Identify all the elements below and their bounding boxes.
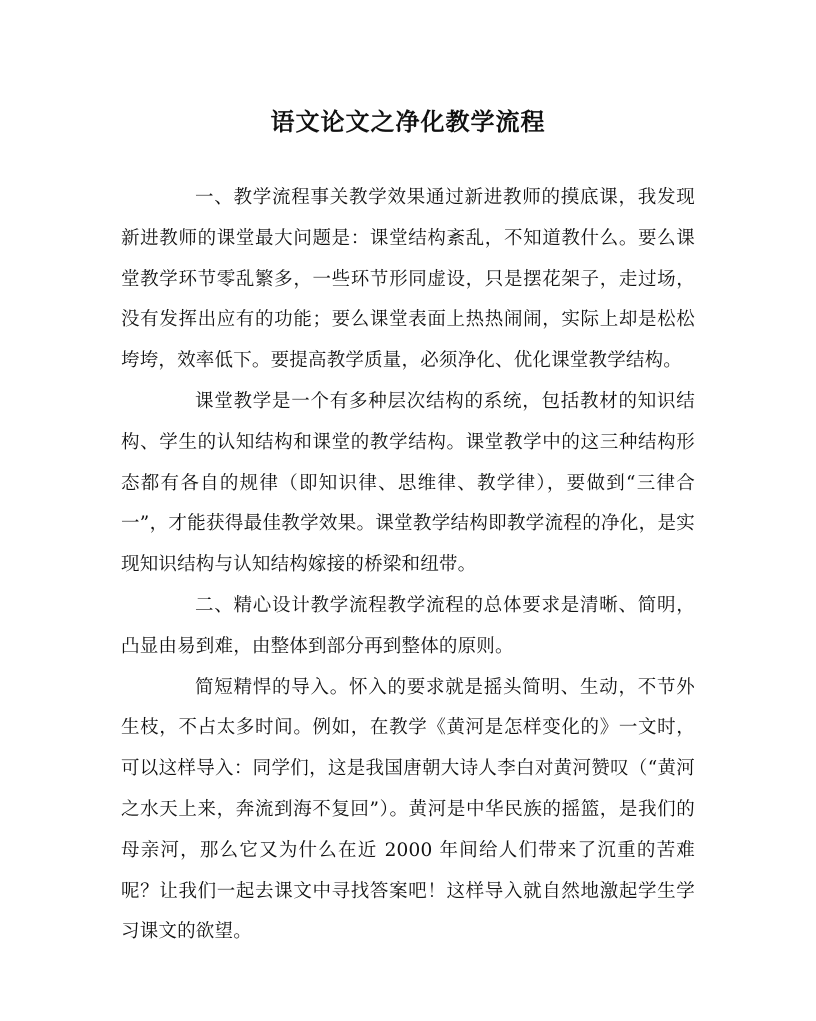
paragraph-4: 简短精悍的导入。怀入的要求就是摇头简明、生动，不节外生枝，不占太多时间。例如，在教学《黄河是怎样变化的》一文时，可以这样导入：同学们，这是我国唐朝大诗人李白对黄河赞叹（“黄河之水天上来，奔流到海不复回”）。黄河是中华民族的摇篮，是我们的母亲河，那么它又为什么在近 2000 年间给人们带来了沉重的苦难呢？让我们一起去课文中寻找答案吧！这样导入就自然地激起学生学习课文的欲望。: [121, 676, 695, 943]
document-body: [121, 178, 695, 953]
paragraph-3: 二、精心设计教学流程教学流程的总体要求是清晰、简明，凸显由易到难，由整体到部分再到整体的原则。: [121, 594, 695, 657]
paragraph-1: 一、教学流程事关教学效果通过新进教师的摸底课，我发现新进教师的课堂最大问题是：课堂结构紊乱，不知道教什么。要么课堂教学环节零乱繁多，一些环节形同虚设，只是摆花架子，走过场，没有发挥出应有的功能；要么课堂表面上热热闹闹，实际上却是松松垮垮，效率低下。要提高教学质量，必须净化、优化课堂教学结构。: [121, 187, 695, 372]
paragraph-2: 课堂教学是一个有多种层次结构的系统，包括教材的知识结构、学生的认知结构和课堂的教学结构。课堂教学中的这三种结构形态都有各自的规律（即知识律、思维律、教学律），要做到“三律合一”，才能获得最佳教学效果。课堂教学结构即教学流程的净化，是实现知识结构与认知结构嫁接的桥梁和纽带。: [121, 390, 695, 576]
document-title: 语文论文之净化教学流程: [270, 107, 546, 136]
